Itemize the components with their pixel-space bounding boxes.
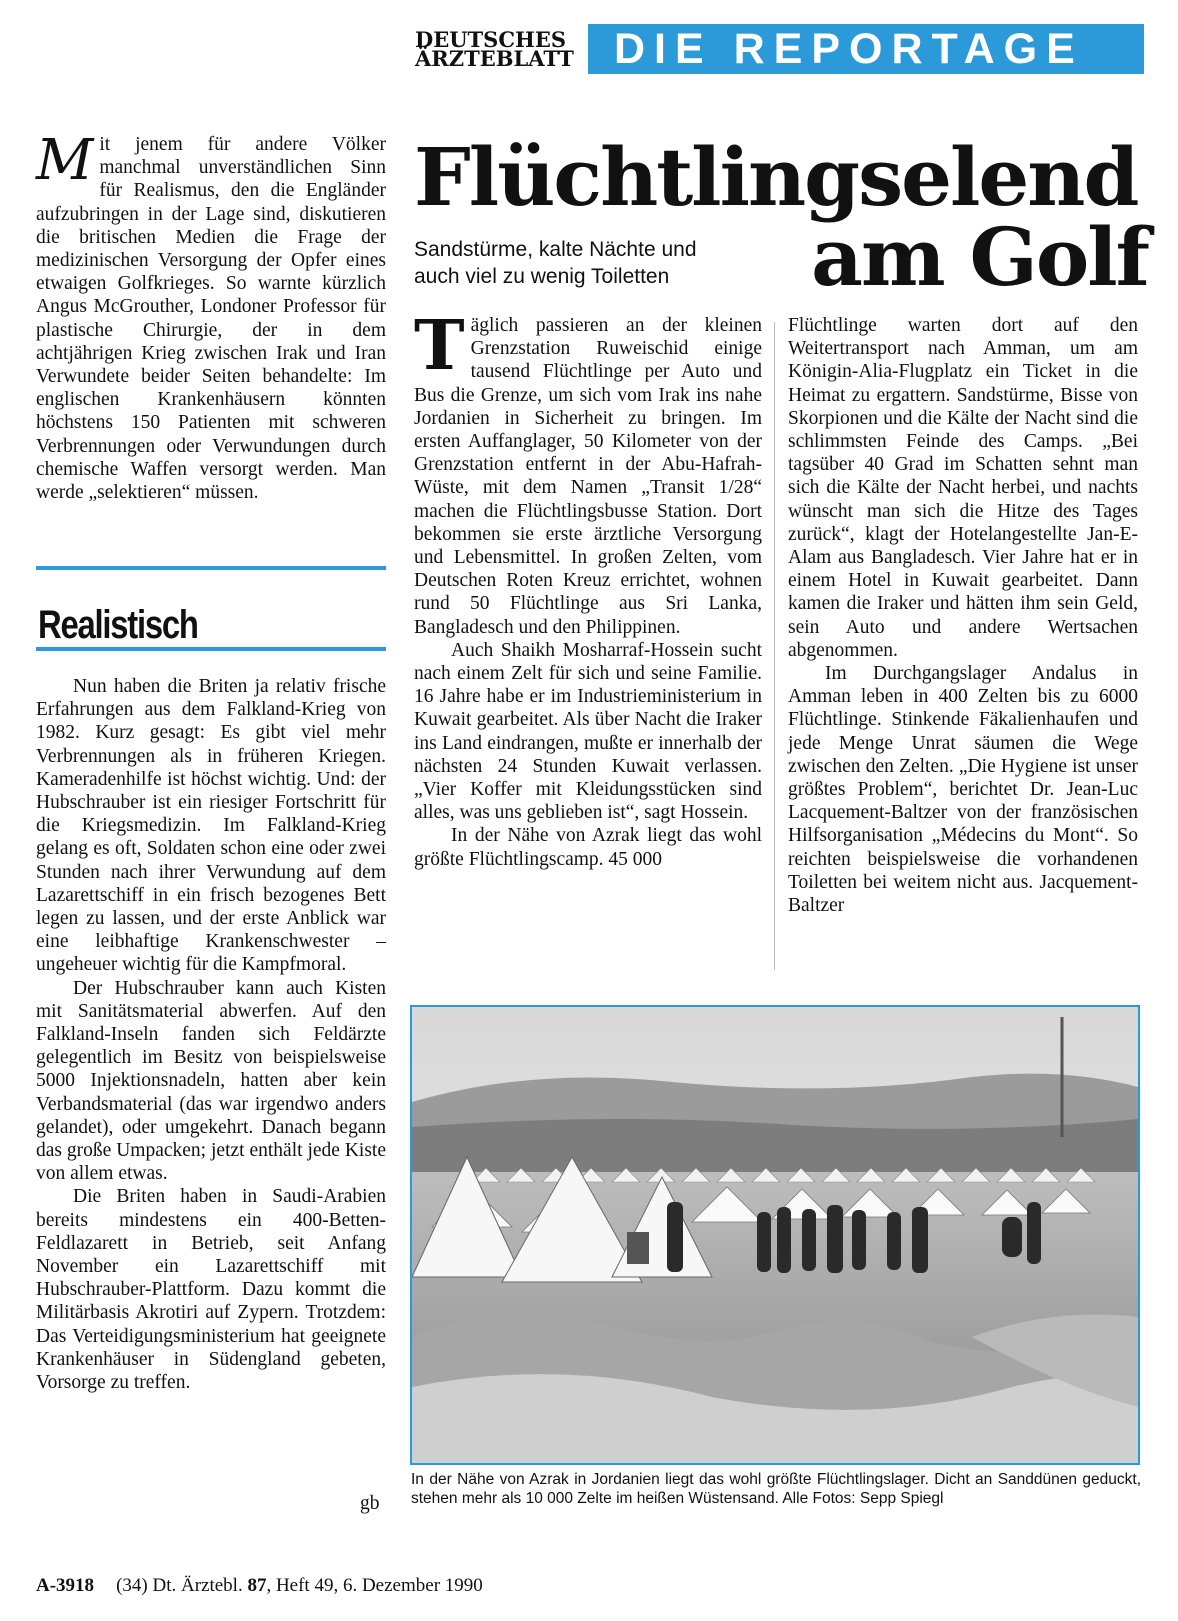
headline-line2: am Golf <box>811 210 1148 304</box>
masthead-line2: ÄRZTEBLATT <box>415 46 574 71</box>
masthead-line1: DEUTSCHES <box>415 27 567 52</box>
middle-paragraph-1: äglich passieren an der kleinen Grenzstation Ruweischid einige tausend Flüchtlinge per Auto und Bus die Grenze, um sich vom Irak ins nahe Jordanien in Sicherheit zu bringen. Im ersten Auffanglager, 50 Kilometer von der Grenzstation entfernt in der Abu-Hafrah-Wüste, mit dem Namen „Transit 1/28“ machen die Flüchtlingsbusse Station. Dort bekommen sie erste ärztliche Versorgung und Lebensmittel. In großen Zelten, vom Deutschen Roten Kreuz errichtet, wohnen rund 50 Flüchtlinge aus Sri Lanka, Bangladesch und den Philippinen. <box>414 315 762 638</box>
middle-paragraph-2: Auch Shaikh Mosharraf-Hossein sucht nach einem Zelt für sich und seine Familie. 16 Jahre habe er im Industrieministerium in Kuwait gearbeitet. Als über Nacht die Iraker ins Land eindrangen, mußte er innerhalb der nächsten 24 Stunden Kuwait verlassen. „Vier Koffer mit Kleidungsstücken sind alles, was uns geblieben ist“, sagt Hossein. <box>414 639 762 824</box>
middle-column <box>414 306 762 871</box>
intro-text: it jenem für andere Völker manchmal unverständlichen Sinn für Realismus, den die Engländer aufzubringen in der Lage sind, diskutieren die britischen Medien die Frage der medizinischen Versorgung der Opfer eines etwaigen Golfkrieges. So warnte kürzlich Angus McGrouther, Londoner Professor für plastische Chirurgie, der in dem achtjährigen Krieg zwischen Irak und Iran Verwundete beider Seiten behandelte: Im englischen Krankenhäusern könnten höchstens 150 Patienten mit schweren Verbrennungen oder Verwundungen durch chemische Waffen versorgt werden. Man werde „selektieren“ müssen. <box>36 134 386 504</box>
citation-pre: (34) Dt. Ärztebl. <box>116 1575 243 1596</box>
right-paragraph-2: Im Durchgangslager Andalus in Amman leben in 400 Zelten bis zu 6000 Flüchtlinge. Stinkende Fäkalienhaufen und jede Menge Unrat säumen die Wege zwischen den Zelten. „Die Hygiene ist unser größtes Problem“, berichtet Dr. Jean-Luc Lacquement-Baltzer von der französischen Hilfsorganisation „Médecins du Mont“. So reichten beispielsweise die vorhandenen Toiletten bei weitem nicht aus. Jacquement-Baltzer <box>788 663 1138 917</box>
intro-dropcap: M <box>36 128 94 193</box>
page-footer <box>36 1575 483 1597</box>
photo-illustration <box>412 1007 1138 1463</box>
photo-caption: In der Nähe von Azrak in Jordanien liegt das wohl größte Flüchtlingslager. Dicht an Sanddünen geduckt, stehen mehr als 10 000 Zelte im heißen Wüstensand. Alle Fotos: Sepp Spiegl <box>411 1471 1141 1507</box>
right-paragraph-1: Flüchtlinge warten dort auf den Weitertransport nach Amman, um am Königin-Alia-Flugplatz ein Ticket in die Heimat zu ergattern. Sandstürme, Bisse von Skorpionen und die Kälte der Nacht sind die schlimmsten Feinde des Camps. „Bei tagsüber 40 Grad im Schatten sehnt man sich die Kälte der Nacht herbei, und nachts wünscht man sich die Hitze des Tages zurück“, klagt der Hotelangestellte Jan-E-Alam aus Bangladesch. Vier Jahre hat er in einem Hotel in Kuwait gearbeitet. Dann kamen die Iraker und hätten ihm sein Geld, sein Auto und andere Wertsachen abgenommen. <box>788 315 1138 661</box>
right-column <box>788 314 1138 917</box>
masthead-logo <box>415 27 575 71</box>
subhead-line1: Sandstürme, kalte Nächte und <box>414 238 697 261</box>
left-intro <box>36 128 386 504</box>
page-code: A-3918 <box>36 1575 95 1596</box>
subheadline <box>414 236 754 290</box>
middle-dropcap: T <box>414 306 465 386</box>
sidebar-rule-bottom <box>36 647 386 651</box>
citation-post: , Heft 49, 6. Dezember 1990 <box>266 1575 483 1596</box>
author-signature: gb <box>360 1493 380 1514</box>
subhead-line2: auch viel zu wenig Toiletten <box>414 265 670 288</box>
left-paragraph-3: Die Briten haben in Saudi-Arabien bereits mindestens ein 400-Betten-Feldlazarett in Betrieb, seit Anfang November ein Lazarettschiff mit Hubschrauber-Plattform. Dazu kommt die Militärbasis Akrotiri auf Zypern. Trotzdem: Das Verteidigungsministerium hat geeignete Krankenhäuser in Südengland gebeten, Vorsorge zu treffen. <box>36 1186 386 1394</box>
headline-line1: Flüchtlingselend <box>414 130 1138 224</box>
middle-paragraph-3: In der Nähe von Azrak liegt das wohl größte Flüchtlingscamp. 45 000 <box>414 825 762 870</box>
column-divider <box>774 322 775 970</box>
left-body <box>36 675 386 1394</box>
citation-volume: 87 <box>247 1575 267 1596</box>
refugee-camp-photo <box>410 1005 1140 1465</box>
sidebar-heading: Realistisch <box>38 603 198 647</box>
left-paragraph-1: Nun haben die Briten ja relativ frische Erfahrungen aus dem Falkland-Krieg von 1982. Kurz gesagt: Es gibt viel mehr Verbrennungen als in früheren Kriegen. Kameradenhilfe ist höchst wichtig. Und: der Hubschrauber ist ein riesiger Fortschritt für die Kriegsmedizin. Im Falkland-Krieg gelang es oft, Soldaten schon eine oder zwei Stunden nach ihrer Verwundung auf dem Lazarettschiff in ein frisch bezogenes Bett legen zu lassen, und der erste Anblick war eine leibhaftige Krankenschwester – ungeheuer wichtig für die Kampfmoral. <box>36 676 386 976</box>
section-banner: DIE REPORTAGE <box>588 24 1144 74</box>
left-paragraph-2: Der Hubschrauber kann auch Kisten mit Sanitätsmaterial abwerfen. Auf den Falkland-Inseln fanden sich Feldärzte gelegentlich im Besitz von beispielsweise 5000 Injektionsnadeln, hatten aber kein Verbandsmaterial (das war irgendwo anders gelandet), oder umgekehrt. Danach begann das große Umpacken; jetzt enthält jede Kiste von allem etwas. <box>36 977 386 1185</box>
sidebar-rule-top <box>36 566 386 570</box>
